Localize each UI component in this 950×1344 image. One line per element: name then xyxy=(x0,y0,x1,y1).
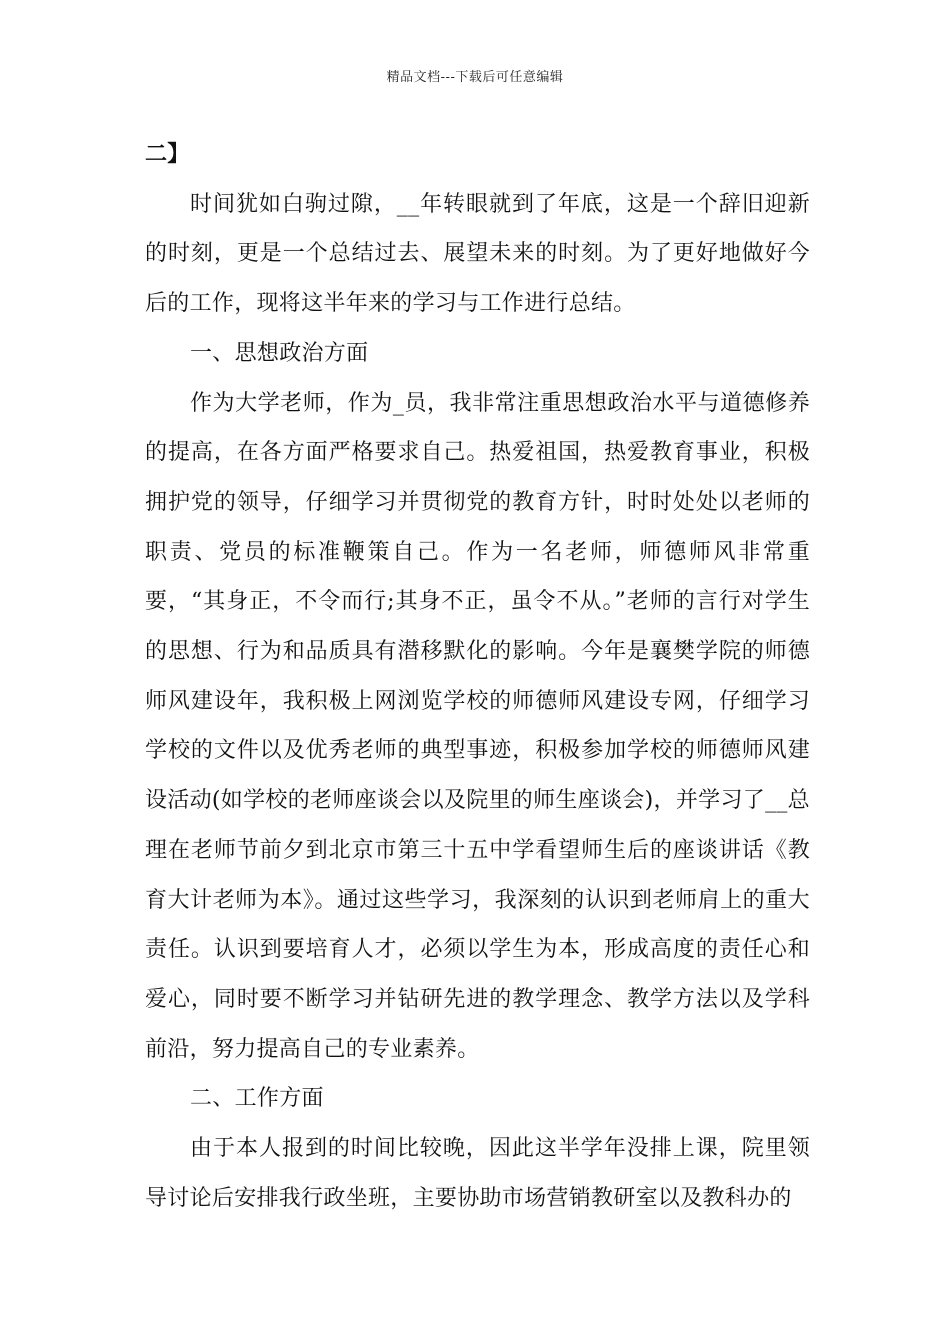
politics-paragraph: 作为大学老师，作为_员，我非常注重思想政治水平与道德修养的提高，在各方面严格要求自己。热爱祖国，热爱教育事业，积极拥护党的领导，仔细学习并贯彻党的教育方针，时时处处以老师的职责、党员的标准鞭策自己。作为一名老师，师德师风非常重要，“其身正，不令而行;其身不正，虽令不从。”老师的言行对学生的思想、行为和品质具有潜移默化的影响。今年是襄樊学院的师德师风建设年，我积极上网浏览学校的师德师风建设专网，仔细学习学校的文件以及优秀老师的典型事迹，积极参加学校的师德师风建设活动(如学校的老师座谈会以及院里的师生座谈会)，并学习了__总理在老师节前夕到北京市第三十五中学看望师生后的座谈讲话《教育大计老师为本》。通过这些学习，我深刻的认识到老师肩上的重大责任。认识到要培育人才，必须以学生为本，形成高度的责任心和爱心，同时要不断学习并钻研先进的教学理念、教学方法以及学科前沿，努力提高自己的专业素养。 xyxy=(145,390,810,1062)
page-header: 精品文档---下载后可任意编辑 xyxy=(386,70,564,85)
section-fragment: 二】 xyxy=(145,141,190,167)
section-heading-politics: 一、思想政治方面 xyxy=(190,340,369,366)
document-body xyxy=(145,130,810,1223)
section-heading-work: 二、工作方面 xyxy=(190,1086,324,1112)
intro-paragraph: 时间犹如白驹过隙，__年转眼就到了年底，这是一个辞旧迎新的时刻，更是一个总结过去、展望未来的时刻。为了更好地做好今后的工作，现将这半年来的学习与工作进行总结。 xyxy=(145,191,810,317)
work-paragraph: 由于本人报到的时间比较晚，因此这半学年没排上课，院里领导讨论后安排我行政坐班，主要协助市场营销教研室以及教科办的 xyxy=(145,1136,810,1211)
